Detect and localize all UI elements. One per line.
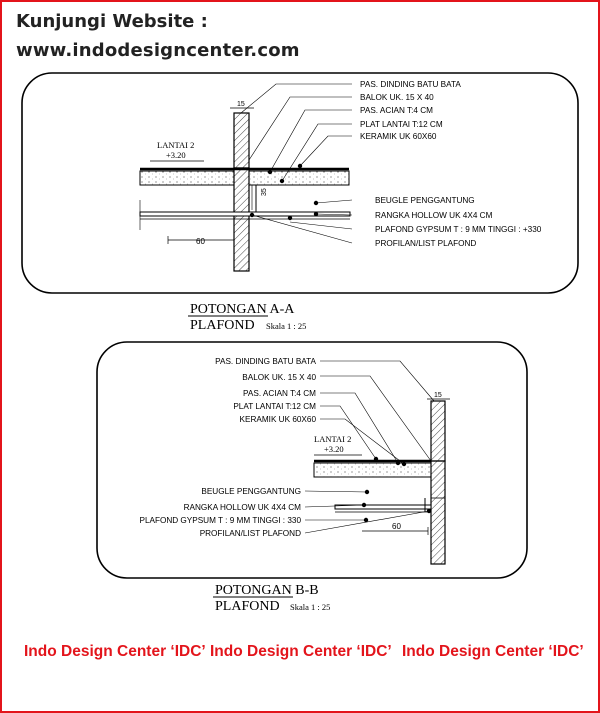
section-a-beam [234,168,249,271]
watermark-1: Indo Design Center ‘IDC’ [24,643,206,660]
section-b-label-plaster: PAS. ACIAN T:4 CM [243,389,316,398]
section-a-label-gypsum: PLAFOND GYPSUM T : 9 MM TINGGI : +330 [375,225,542,234]
header-website-url[interactable]: www.indodesigncenter.com [16,40,300,61]
section-a-label-wall: PAS. DINDING BATU BATA [360,80,461,89]
watermark-row [24,643,584,660]
section-b-slab [314,463,431,477]
section-a-label-frame: RANGKA HOLLOW UK 4X4 CM [375,211,493,220]
section-b-label-frame: RANGKA HOLLOW UK 4X4 CM [183,503,301,512]
section-a-label-beam: BALOK UK. 15 X 40 [360,93,434,102]
section-a-subtitle: PLAFOND [190,318,255,333]
section-b-label-beam: BALOK UK. 15 X 40 [242,373,316,382]
section-a-title: POTONGAN A-A [190,302,295,317]
section-a-dim-drop: 35 [261,188,268,196]
section-a-dim-wall: 15 [237,101,245,108]
header-visit-label: Kunjungi Website : [16,11,208,32]
section-a-level-name: LANTAI 2 [157,140,195,150]
section-b-dim-width: 60 [392,522,401,531]
watermark-2: Indo Design Center ‘IDC’ [210,643,392,660]
section-a-label-hanger: BEUGLE PENGGANTUNG [375,196,475,205]
section-b-label-slab: PLAT LANTAI T:12 CM [233,402,316,411]
section-b-label-wall: PAS. DINDING BATU BATA [215,357,316,366]
section-a-level-value: +3.20 [166,150,186,160]
section-a-label-slab: PLAT LANTAI T:12 CM [360,120,443,129]
section-b-level-name: LANTAI 2 [314,434,352,444]
section-b-label-gypsum: PLAFOND GYPSUM T : 9 MM TINGGI : 330 [139,516,301,525]
section-b-subtitle: PLAFOND [215,599,280,614]
section-b-dim-wall: 15 [434,392,442,399]
section-b-level-value: +3.20 [324,444,344,454]
section-b-wall-upper [431,401,445,461]
section-b-label-ceramic: KERAMIK UK 60X60 [239,415,316,424]
section-a-label-profile: PROFILAN/LIST PLAFOND [375,239,477,248]
section-a-slab-left [140,171,234,185]
section-a-label-ceramic: KERAMIK UK 60X60 [360,132,437,141]
section-a-drawing [22,73,578,333]
section-a-wall-upper [234,113,249,168]
watermark-3: Indo Design Center ‘IDC’ [402,643,584,660]
section-a-dim-width: 60 [196,237,205,246]
section-a-slab-right [249,171,349,185]
section-b-label-profile: PROFILAN/LIST PLAFOND [199,529,301,538]
section-a-label-plaster: PAS. ACIAN T:4 CM [360,106,433,115]
section-b-label-hanger: BEUGLE PENGGANTUNG [201,487,301,496]
section-a-scale: Skala 1 : 25 [266,321,307,331]
section-b-beam [431,461,445,564]
section-b-scale: Skala 1 : 25 [290,602,331,612]
section-b-drawing [97,342,527,614]
section-b-title: POTONGAN B-B [215,583,319,598]
